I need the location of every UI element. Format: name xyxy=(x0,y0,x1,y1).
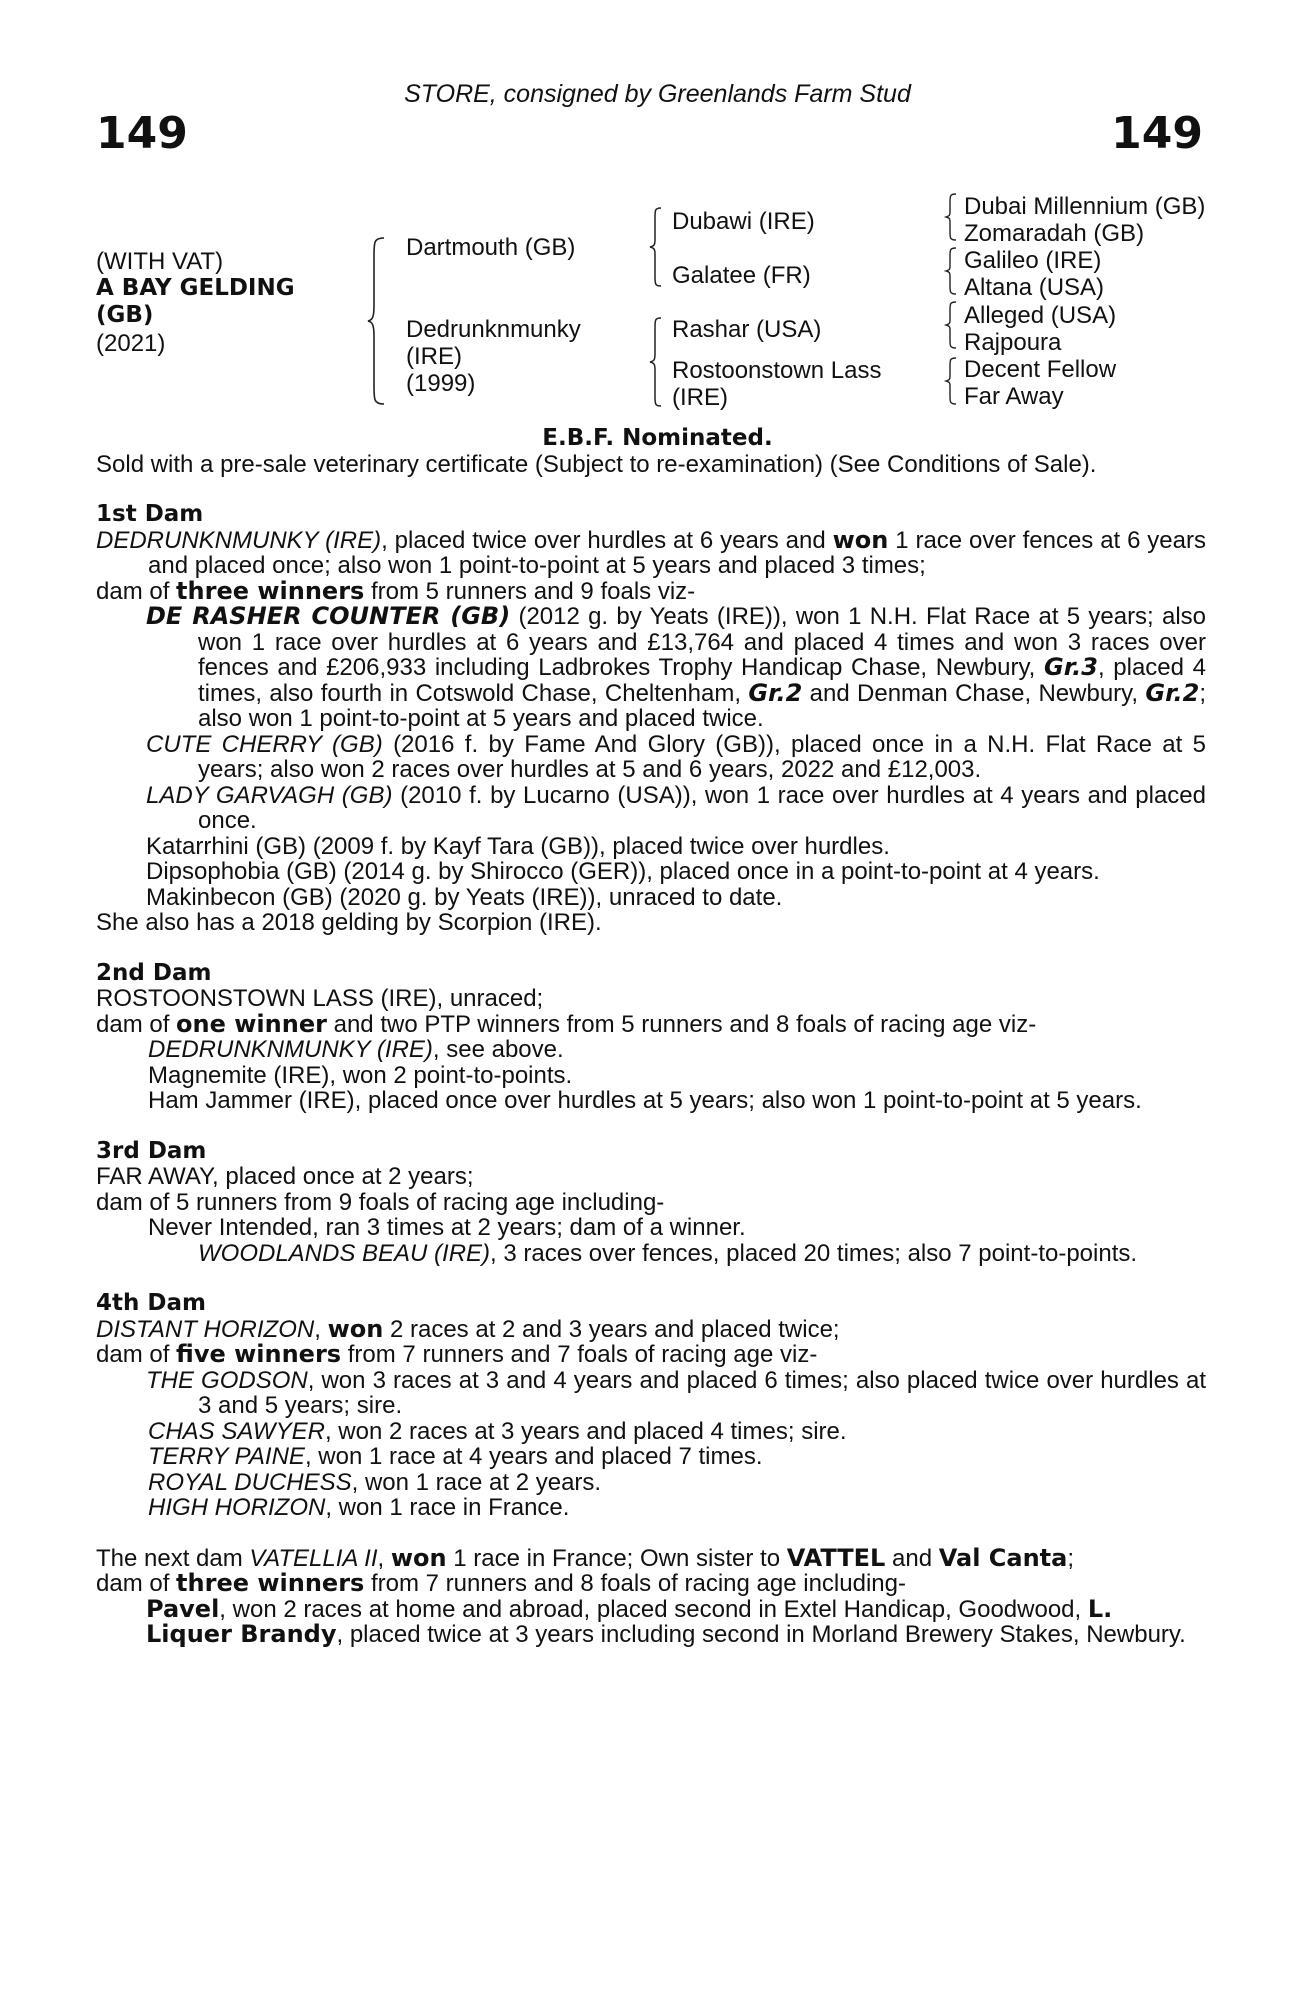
pedigree-brace-g1 xyxy=(944,192,958,242)
dam-line1: Dedrunknmunky xyxy=(406,316,581,343)
produce-de-rasher-counter: DE RASHER COUNTER (GB) (2012 g. by Yeats (IRE)), won 1 N.H. Flat Race at 5 years; also won 1 race over hurdles at 6 years and £13,764 and placed 4 times and won 3 races over fences and £206,933 including Ladbrokes Trophy Handicap Chase, Newbury, Gr.3, placed 4 times, also fourth in Cotswold Chase, Cheltenham, Gr.2 and Denman Chase, Newbury, Gr.2; also won 1 point-to-point at 5 years and placed twice. xyxy=(146,602,1207,732)
fourth-dam-heading: 4th Dam xyxy=(96,1290,206,1316)
first-dam-produce-summary: dam of three winners from 5 runners and 9 foals viz- xyxy=(96,576,696,605)
grandsire-1: Dubai Millennium (GB) xyxy=(964,193,1206,220)
pedigree-brace-g4 xyxy=(944,356,958,406)
first-dam-note: She also has a 2018 gelding by Scorpion (IRE). xyxy=(96,909,602,936)
third-dam-heading: 3rd Dam xyxy=(96,1137,207,1164)
lot-number-left: 149 xyxy=(96,108,188,159)
first-dam-name: DEDRUNKNMUNKY (IRE) xyxy=(96,526,382,554)
horse-vat: (WITH VAT) xyxy=(96,248,224,275)
granddam-2: Zomaradah (GB) xyxy=(964,220,1145,247)
next-dam-produce-pavel: Pavel, won 2 races at home and abroad, placed second in Extel Handicap, Goodwood, L. xyxy=(146,1594,1113,1623)
third-dam-record: FAR AWAY, placed once at 2 years; xyxy=(96,1163,474,1190)
catalogue-body xyxy=(96,502,1206,1648)
horse-name: A BAY GELDING xyxy=(96,275,295,301)
next-dam-produce-summary: dam of three winners from 7 runners and 8 foals of racing age including- xyxy=(96,1569,906,1597)
fourth-dam-produce-summary: dam of five winners from 7 runners and 7 foals of racing age viz- xyxy=(96,1340,818,1368)
third-dam-grandproduce-1: WOODLANDS BEAU (IRE), 3 races over fences, placed 20 times; also 7 point-to-points. xyxy=(198,1239,1138,1267)
second-dam-produce-summary: dam of one winner and two PTP winners from 5 runners and 8 foals of racing age viz- xyxy=(96,1009,1037,1038)
pedigree-brace-sire xyxy=(648,206,664,288)
first-dam-heading: 1st Dam xyxy=(96,501,204,527)
third-dam-produce-summary: dam of 5 runners from 9 foals of racing age including- xyxy=(96,1188,665,1216)
granddam-8: Far Away xyxy=(964,383,1064,410)
horse-country: (GB) xyxy=(96,302,154,328)
fourth-dam-record: DISTANT HORIZON, won 2 races at 2 and 3 years and placed twice; xyxy=(96,1314,840,1343)
pedigree-brace-g3 xyxy=(944,300,958,350)
sire-sire: Dubawi (IRE) xyxy=(672,208,815,235)
produce-katarrhini: Katarrhini (GB) (2009 f. by Kayf Tara (GB)), placed twice over hurdles. xyxy=(146,832,890,860)
next-dam-produce-liquer-brandy: Liquer Brandy, placed twice at 3 years including second in Morland Brewery Stakes, Newbury. xyxy=(146,1620,1186,1648)
fourth-dam-produce-2: CHAS SAWYER, won 2 races at 3 years and placed 4 times; sire. xyxy=(148,1417,847,1445)
second-dam-record: ROSTOONSTOWN LASS (IRE), unraced; xyxy=(96,985,544,1012)
produce-cute-cherry: CUTE CHERRY (GB) (2016 f. by Fame And Glory (GB)), placed once in a N.H. Flat Race at 5 years; also won 2 races over hurdles at 5 and 6 years, 2022 and £12,003. xyxy=(146,730,1206,783)
second-dam-heading: 2nd Dam xyxy=(96,959,212,986)
first-dam-record: DEDRUNKNMUNKY (IRE), placed twice over hurdles at 6 years and won 1 race over fences at 6 years and placed once; also won 1 point-to-point at 5 years and placed 3 times; xyxy=(96,525,1206,579)
pedigree-brace-g2 xyxy=(944,246,958,296)
pedigree-brace-main xyxy=(366,236,388,406)
pedigree-brace-dam xyxy=(648,316,664,408)
dam-dam-line2: (IRE) xyxy=(672,384,728,411)
fourth-dam-produce-4: ROYAL DUCHESS, won 1 race at 2 years. xyxy=(148,1468,602,1496)
granddam-6: Rajpoura xyxy=(964,329,1062,356)
second-dam-produce-3: Ham Jammer (IRE), placed once over hurdles at 5 years; also won 1 point-to-point at 5 years. xyxy=(148,1087,1142,1114)
produce-makinbecon: Makinbecon (GB) (2020 g. by Yeats (IRE)), unraced to date. xyxy=(146,883,783,911)
dam-sire: Rashar (USA) xyxy=(672,316,822,343)
produce-lady-garvagh: LADY GARVAGH (GB) (2010 f. by Lucarno (USA)), won 1 race over hurdles at 4 years and placed once. xyxy=(146,781,1206,834)
grandsire-7: Decent Fellow xyxy=(964,356,1117,383)
grandsire-5: Alleged (USA) xyxy=(964,302,1117,329)
next-dam-record: The next dam VATELLIA II, won 1 race in France; Own sister to VATTEL and Val Canta; xyxy=(96,1543,1075,1572)
consignor-header: STORE, consigned by Greenlands Farm Stud xyxy=(404,80,911,108)
produce-dipsophobia: Dipsophobia (GB) (2014 g. by Shirocco (GER)), placed once in a point-to-point at 4 years. xyxy=(146,858,1100,885)
vet-certificate-note: Sold with a pre-sale veterinary certificate (Subject to re-examination) (See Conditions of Sale). xyxy=(96,451,1097,478)
sire: Dartmouth (GB) xyxy=(406,234,576,261)
ebf-nominated: E.B.F. Nominated. xyxy=(542,425,773,451)
fourth-dam-produce-5: HIGH HORIZON, won 1 race in France. xyxy=(148,1494,570,1521)
fourth-dam-produce-3: TERRY PAINE, won 1 race at 4 years and placed 7 times. xyxy=(148,1443,763,1470)
granddam-4: Altana (USA) xyxy=(964,274,1105,301)
dam-line2: (IRE) xyxy=(406,343,462,370)
grandsire-3: Galileo (IRE) xyxy=(964,247,1102,274)
fourth-dam-produce-1: THE GODSON, won 3 races at 3 and 4 years and placed 6 times; also placed twice over hurdles at 3 and 5 years; sire. xyxy=(146,1366,1207,1419)
dam-line3: (1999) xyxy=(406,370,476,397)
third-dam-produce-1: Never Intended, ran 3 times at 2 years; dam of a winner. xyxy=(148,1214,746,1241)
horse-year: (2021) xyxy=(96,330,166,357)
second-dam-produce-2: Magnemite (IRE), won 2 point-to-points. xyxy=(148,1061,573,1089)
dam-dam-line1: Rostoonstown Lass xyxy=(672,357,882,384)
lot-number-right: 149 xyxy=(1111,108,1203,159)
second-dam-produce-1: DEDRUNKNMUNKY (IRE), see above. xyxy=(148,1036,564,1063)
sire-dam: Galatee (FR) xyxy=(672,262,811,289)
